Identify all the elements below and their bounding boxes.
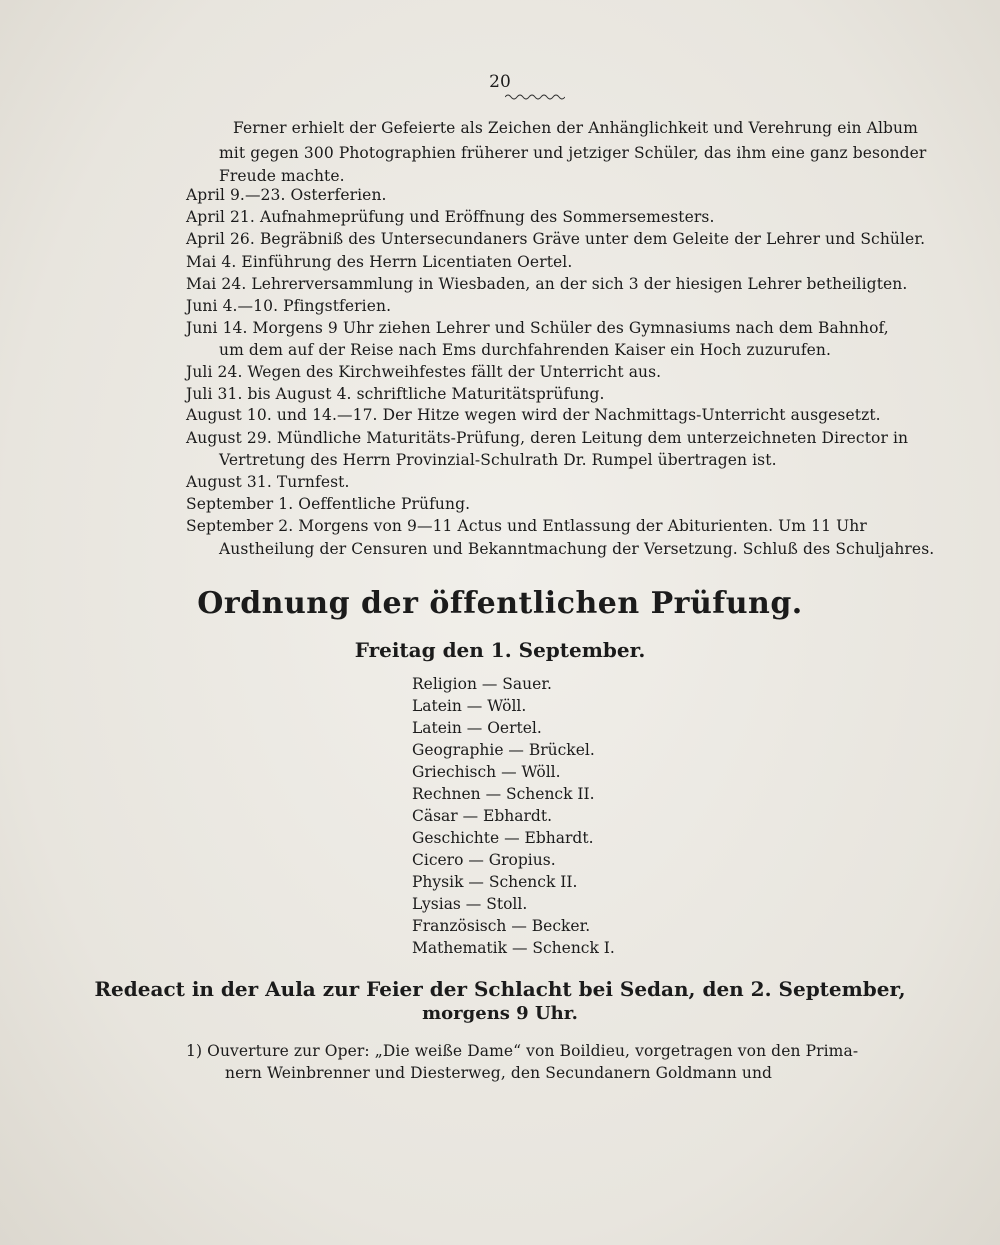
chronicle-entry: April 9.—23. Osterferien.	[186, 186, 387, 204]
chronicle-entry: September 2. Morgens von 9—11 Actus und Entlassung der Abiturienten. Um 11 Uhr	[186, 517, 867, 535]
intro-line: Ferner erhielt der Gefeierte als Zeichen der Anhänglichkeit und Verehrung ein Album	[233, 119, 918, 137]
redeact-time: morgens 9 Uhr.	[422, 1003, 578, 1024]
schedule-subject: Cicero — Gropius.	[412, 851, 556, 869]
schedule-subject: Mathematik — Schenck I.	[412, 939, 615, 957]
chronicle-entry: April 21. Aufnahmeprüfung und Eröffnung des Sommersemesters.	[186, 208, 715, 226]
schedule-subject: Latein — Oertel.	[412, 719, 542, 737]
chronicle-entry: Austheilung der Censuren und Bekanntmachung der Versetzung. Schluß des Schuljahres.	[219, 540, 935, 558]
exam-date: Freitag den 1. September.	[354, 638, 646, 662]
schedule-subject: Religion — Sauer.	[412, 675, 552, 693]
schedule-subject: Rechnen — Schenck II.	[412, 785, 595, 803]
schedule-subject: Latein — Wöll.	[412, 697, 527, 715]
chronicle-entry: Vertretung des Herrn Provinzial-Schulrath Dr. Rumpel übertragen ist.	[219, 451, 777, 469]
intro-line: mit gegen 300 Photographien früherer und jetziger Schüler, das ihm eine ganz besonder	[219, 144, 927, 162]
schedule-subject: Lysias — Stoll.	[412, 895, 528, 913]
chronicle-entry: August 31. Turnfest.	[186, 473, 350, 491]
exam-title: Ordnung der öffentlichen Prüfung.	[197, 586, 803, 621]
chronicle-entry: Juni 14. Morgens 9 Uhr ziehen Lehrer und Schüler des Gymnasiums nach dem Bahnhof,	[186, 319, 889, 337]
schedule-subject: Geographie — Brückel.	[412, 741, 595, 759]
chronicle-entry: Juli 31. bis August 4. schriftliche Maturitätsprüfung.	[186, 385, 605, 403]
page-number: 20	[489, 72, 511, 92]
chronicle-entry: August 29. Mündliche Maturitäts-Prüfung, deren Leitung dem unterzeichneten Director in	[186, 429, 909, 447]
chronicle-entry: September 1. Oeffentliche Prüfung.	[186, 495, 471, 513]
chronicle-entry: Juli 24. Wegen des Kirchweihfestes fällt der Unterricht aus.	[186, 363, 662, 381]
chronicle-entry: um dem auf der Reise nach Ems durchfahrenden Kaiser ein Hoch zuzurufen.	[219, 341, 832, 359]
program-item: 1) Ouverture zur Oper: „Die weiße Dame“ von Boildieu, vorgetragen von den Prima-	[186, 1042, 859, 1060]
schedule-subject: Griechisch — Wöll.	[412, 763, 561, 781]
program-item: nern Weinbrenner und Diesterweg, den Secundanern Goldmann und	[225, 1064, 773, 1082]
intro-line: Freude machte.	[219, 167, 345, 185]
chronicle-entry: Juni 4.—10. Pfingstferien.	[186, 297, 392, 315]
schedule-subject: Physik — Schenck II.	[412, 873, 578, 891]
chronicle-entry: Mai 24. Lehrerversammlung in Wiesbaden, an der sich 3 der hiesigen Lehrer betheiligten.	[186, 275, 908, 293]
chronicle-entry: Mai 4. Einführung des Herrn Licentiaten Oertel.	[186, 253, 573, 271]
schedule-subject: Cäsar — Ebhardt.	[412, 807, 553, 825]
schedule-subject: Geschichte — Ebhardt.	[412, 829, 594, 847]
decorative-rule	[505, 93, 565, 101]
chronicle-entry: August 10. und 14.—17. Der Hitze wegen wird der Nachmittags-Unterricht ausgesetzt.	[186, 406, 881, 424]
redeact-heading: Redeact in der Aula zur Feier der Schlacht bei Sedan, den 2. September,	[94, 977, 906, 1001]
chronicle-entry: April 26. Begräbniß des Untersecundaners Gräve unter dem Geleite der Lehrer und Schüler.	[186, 230, 926, 248]
schedule-subject: Französisch — Becker.	[412, 917, 591, 935]
